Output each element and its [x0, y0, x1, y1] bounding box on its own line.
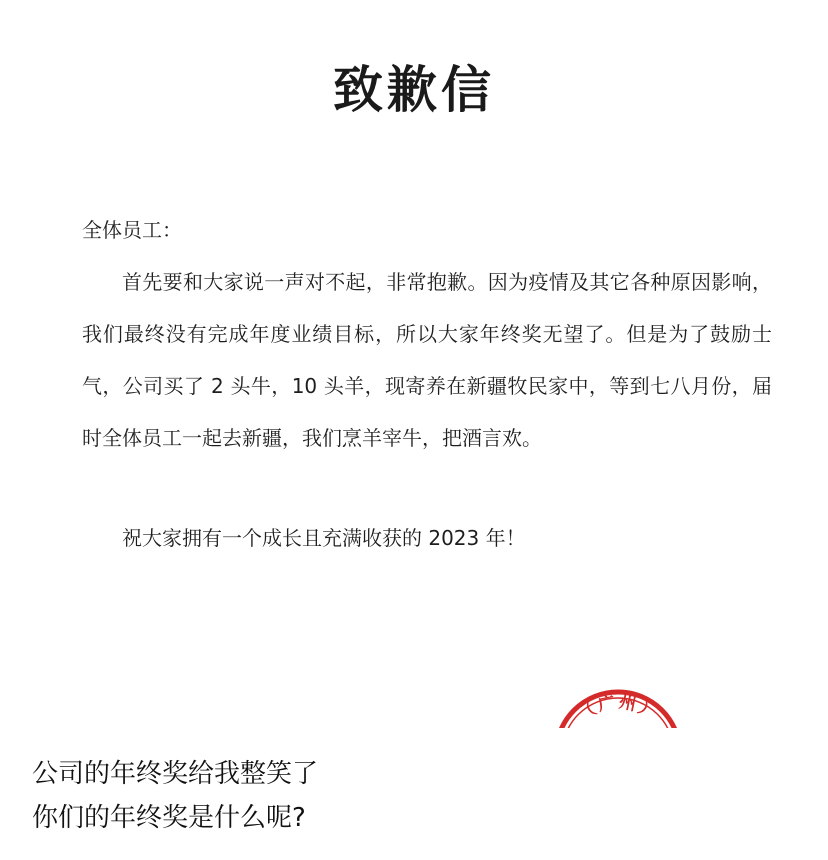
letter-title: 致歉信: [333, 60, 495, 119]
svg-text:（广州）: [574, 691, 661, 725]
post-caption: [32, 752, 318, 840]
seal-text: （广州）: [574, 692, 662, 726]
letter-paragraph-2: 祝大家拥有一个成长且充满收获的 2023 年！: [122, 526, 526, 550]
letter-paragraph-1: 首先要和大家说一声对不起，非常抱歉。因为疫情及其它各种原因影响，我们最终没有完成年度业绩目标，所以大家年终奖无望了。但是为了鼓励士气，公司买了 2 头牛，10 头羊，现寄养在新疆牧民家中，等到七八月份，届时全体员工一起去新疆，我们烹羊宰牛，把酒言欢。: [82, 270, 772, 450]
caption-line-1: 公司的年终奖给我整笑了: [32, 759, 319, 789]
caption-line-2: 你们的年终奖是什么呢?: [32, 803, 306, 833]
letter-salutation: 全体员工：: [82, 218, 182, 242]
company-seal-icon: [548, 684, 688, 728]
